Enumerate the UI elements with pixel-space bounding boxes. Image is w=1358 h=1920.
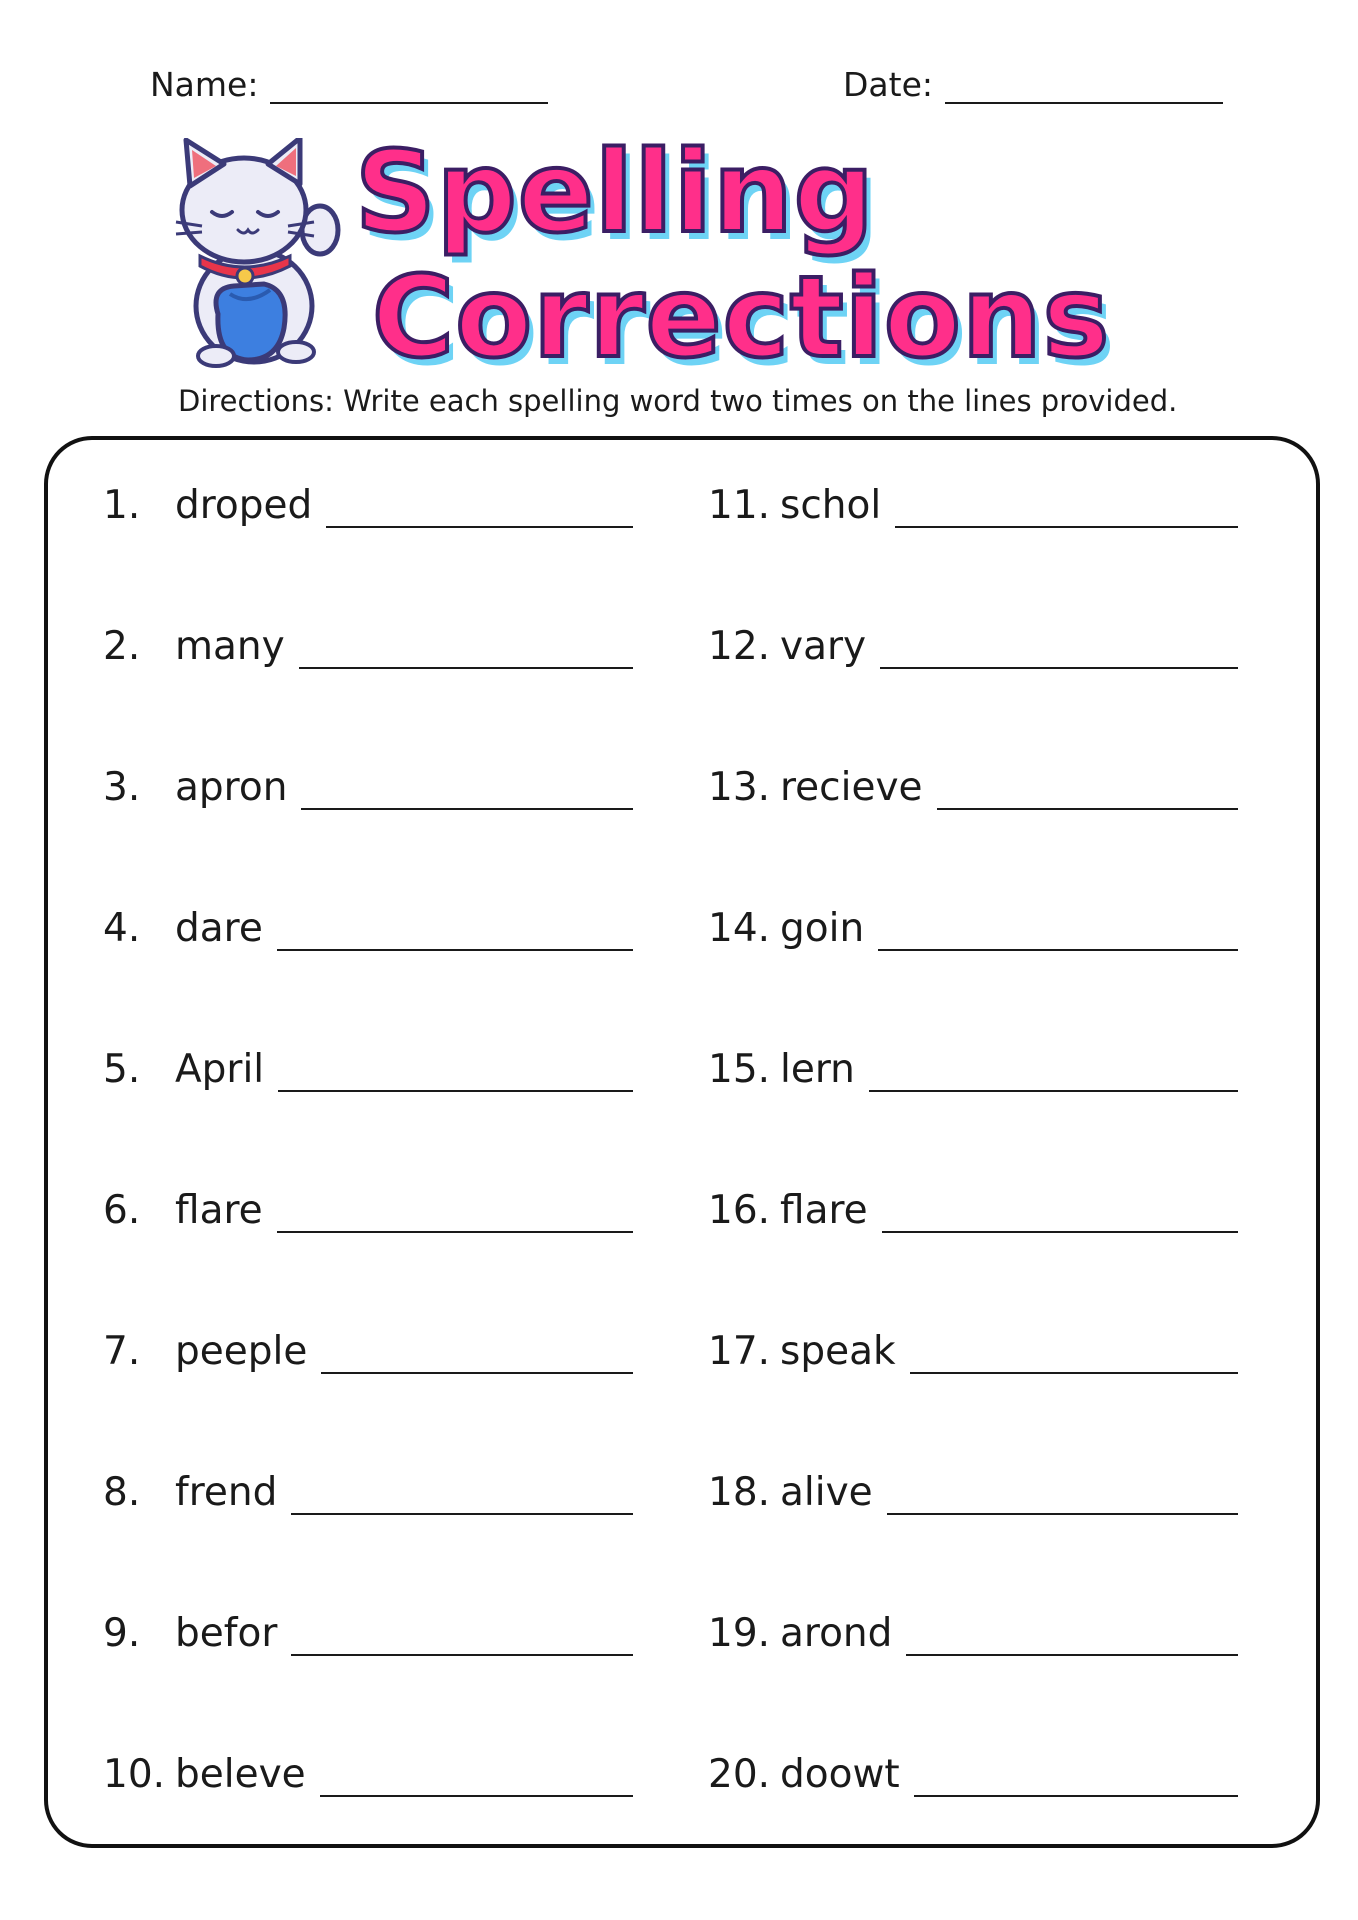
answer-line[interactable] [277, 1187, 633, 1233]
answer-line[interactable] [277, 905, 633, 951]
spelling-word: vary [780, 624, 867, 669]
name-field[interactable] [150, 64, 548, 104]
spelling-word: peeple [175, 1329, 308, 1374]
answer-line[interactable] [882, 1187, 1238, 1233]
spelling-item [708, 1173, 1238, 1233]
spelling-word: dare [175, 906, 263, 951]
answer-line[interactable] [301, 764, 633, 810]
spelling-word: doowt [780, 1752, 900, 1797]
item-number: 14. [708, 906, 771, 951]
date-field[interactable] [843, 64, 1223, 104]
answer-line[interactable] [321, 1328, 633, 1374]
directions-text: Directions: Write each spelling word two times on the lines provided. [178, 384, 1178, 418]
answer-line[interactable] [878, 905, 1238, 951]
spelling-word: alive [780, 1470, 873, 1515]
spelling-item [103, 1173, 633, 1233]
word-list-box [44, 436, 1320, 1848]
title-line-2: Corrections [372, 253, 1111, 383]
answer-line[interactable] [291, 1610, 633, 1656]
answer-line[interactable] [906, 1610, 1238, 1656]
spelling-item [103, 1455, 633, 1515]
item-number: 2. [103, 624, 141, 669]
spelling-word: recieve [780, 765, 923, 810]
spelling-item [103, 609, 633, 669]
spelling-word: beleve [175, 1752, 306, 1797]
spelling-word: droped [175, 483, 313, 528]
item-number: 20. [708, 1752, 771, 1797]
item-number: 18. [708, 1470, 771, 1515]
item-number: 16. [708, 1188, 771, 1233]
item-number: 9. [103, 1611, 141, 1656]
answer-line[interactable] [887, 1469, 1238, 1515]
item-number: 4. [103, 906, 141, 951]
item-number: 11. [708, 483, 771, 528]
name-blank-line[interactable] [270, 64, 548, 104]
answer-line[interactable] [320, 1751, 633, 1797]
spelling-item [708, 1314, 1238, 1374]
item-number: 7. [103, 1329, 141, 1374]
spelling-item [708, 750, 1238, 810]
item-number: 8. [103, 1470, 141, 1515]
spelling-word: frend [175, 1470, 278, 1515]
spelling-word: lern [780, 1047, 855, 1092]
item-number: 1. [103, 483, 141, 528]
spelling-word: arond [780, 1611, 893, 1656]
spelling-item [103, 1032, 633, 1092]
answer-line[interactable] [910, 1328, 1238, 1374]
answer-line[interactable] [278, 1046, 633, 1092]
date-label: Date: [843, 65, 933, 104]
item-number: 15. [708, 1047, 771, 1092]
answer-line[interactable] [291, 1469, 633, 1515]
item-number: 12. [708, 624, 771, 669]
answer-line[interactable] [914, 1751, 1238, 1797]
answer-line[interactable] [895, 482, 1238, 528]
answer-line[interactable] [880, 623, 1238, 669]
lucky-cat-icon [172, 138, 342, 368]
spelling-item [103, 1596, 633, 1656]
item-number: 10. [103, 1752, 166, 1797]
item-number: 13. [708, 765, 771, 810]
item-number: 6. [103, 1188, 141, 1233]
item-number: 17. [708, 1329, 771, 1374]
spelling-item [708, 1455, 1238, 1515]
spelling-word: speak [780, 1329, 896, 1374]
item-number: 19. [708, 1611, 771, 1656]
spelling-item [708, 468, 1238, 528]
spelling-item [103, 750, 633, 810]
title-line-1: Spelling [355, 128, 875, 258]
spelling-item [708, 1596, 1238, 1656]
date-blank-line[interactable] [945, 64, 1223, 104]
spelling-word: many [175, 624, 285, 669]
spelling-item [708, 891, 1238, 951]
spelling-item [103, 1314, 633, 1374]
spelling-item [708, 1032, 1238, 1092]
spelling-word: flare [175, 1188, 263, 1233]
item-number: 3. [103, 765, 141, 810]
spelling-word: apron [175, 765, 288, 810]
answer-line[interactable] [326, 482, 633, 528]
answer-line[interactable] [937, 764, 1238, 810]
spelling-word: April [175, 1047, 265, 1092]
spelling-item [708, 609, 1238, 669]
spelling-word: goin [780, 906, 865, 951]
spelling-item [103, 468, 633, 528]
answer-line[interactable] [299, 623, 633, 669]
spelling-word: befor [175, 1611, 278, 1656]
spelling-word: flare [780, 1188, 868, 1233]
spelling-word: schol [780, 483, 882, 528]
answer-line[interactable] [869, 1046, 1238, 1092]
name-label: Name: [150, 65, 259, 104]
item-number: 5. [103, 1047, 141, 1092]
spelling-item [103, 1737, 633, 1797]
spelling-item [103, 891, 633, 951]
spelling-item [708, 1737, 1238, 1797]
